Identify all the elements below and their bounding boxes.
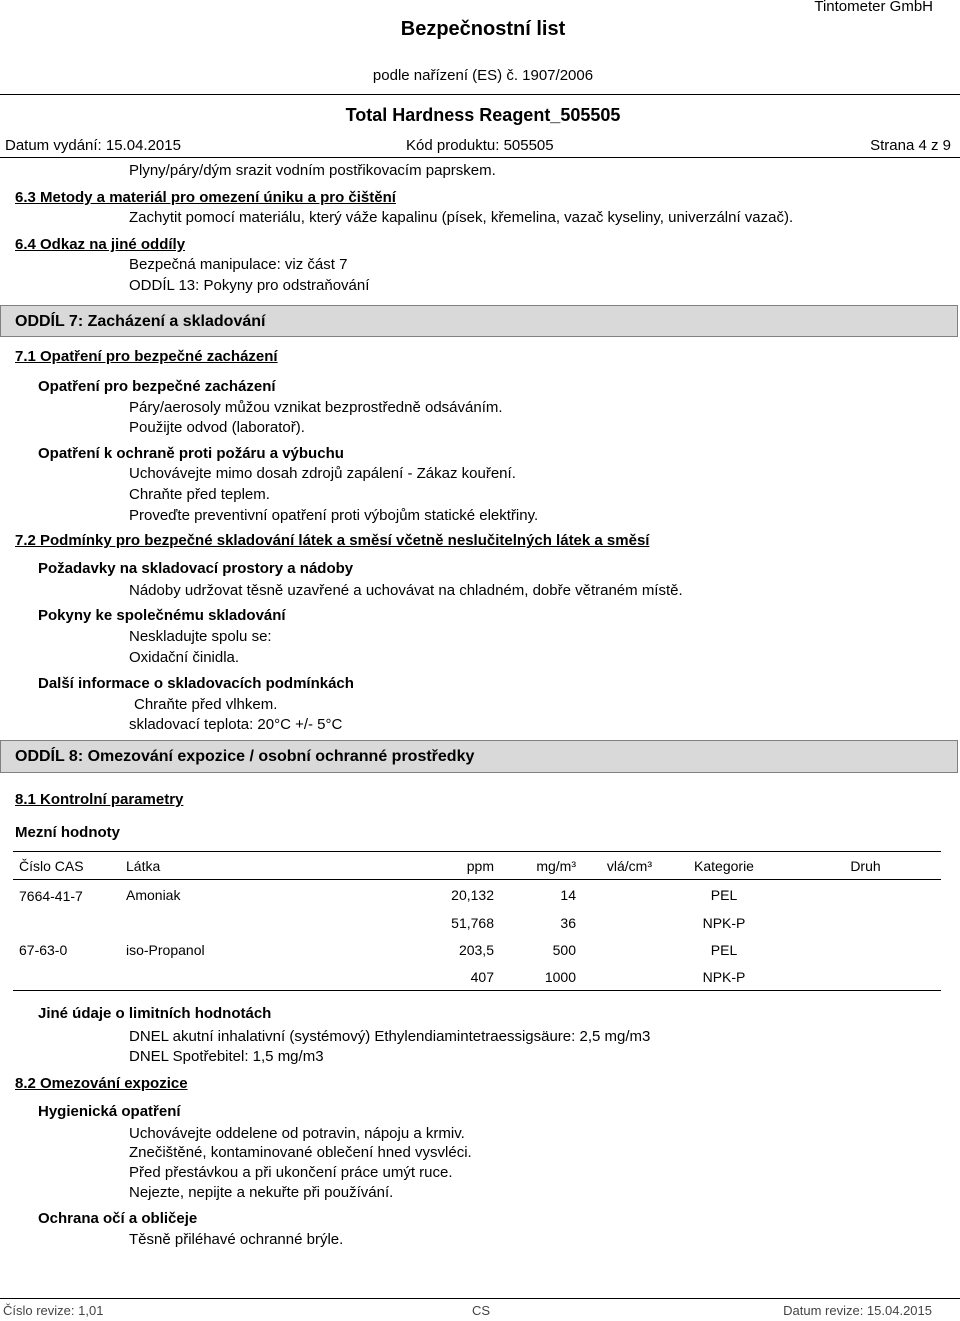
- table-cell: [790, 963, 941, 991]
- table-cell: [120, 909, 398, 936]
- table-cell: [582, 936, 658, 963]
- table-cell: iso-Propanol: [126, 941, 205, 958]
- continued-text: Plyny/páry/dým srazit vodním postřikovacím paprskem.: [129, 162, 496, 179]
- issue-date: Datum vydání: 15.04.2015: [5, 137, 181, 154]
- fire-protection-title: Opatření k ochraně proti požáru a výbuchu: [38, 445, 344, 462]
- table-cell: [13, 909, 120, 936]
- other-limits-title: Jiné údaje o limitních hodnotách: [38, 1005, 272, 1022]
- page-number: Strana 4 z 9: [870, 137, 951, 154]
- document-title: Bezpečnostní list: [400, 18, 566, 40]
- table-header-cell: Druh: [850, 857, 881, 874]
- more-storage-title: Další informace o skladovacích podmínkách: [38, 675, 354, 692]
- revision-date: Datum revize: 15.04.2015: [783, 1303, 932, 1318]
- table-header-cell: vlá/cm³: [606, 857, 652, 874]
- more-storage-1: Chraňte před vlhkem.: [134, 696, 278, 713]
- table-cell: 500: [552, 941, 576, 958]
- table-cell: [13, 963, 120, 991]
- section-7-title: ODDÍL 7: Zacházení a skladování: [15, 313, 266, 330]
- table-cell: [790, 909, 941, 936]
- hygiene-1: Uchovávejte oddelene od potravin, nápoju a krmiv.: [129, 1125, 465, 1142]
- table-row: [13, 909, 941, 936]
- more-storage-2: skladovací teplota: 20°C +/- 5°C: [129, 716, 343, 733]
- other-limits-2: DNEL Spotřebitel: 1,5 mg/m3: [129, 1048, 324, 1065]
- table-cell: [582, 963, 658, 991]
- section-8-title: ODDÍL 8: Omezování expozice / osobní ochranné prostředky: [15, 748, 475, 765]
- safe-handling-title: Opatření pro bezpečné zacházení: [38, 378, 276, 395]
- table-cell: 1000: [544, 968, 576, 985]
- footer-rule: [0, 1298, 960, 1299]
- table-cell: [790, 936, 941, 963]
- fire-protection-1: Uchovávejte mimo dosah zdrojů zapálení - Zákaz kouření.: [129, 465, 516, 482]
- table-header-cell: Kategorie: [694, 857, 754, 874]
- fire-protection-3: Proveďte preventivní opatření proti výbojům statické elektřiny.: [129, 507, 539, 524]
- table-cell: NPK-P: [702, 914, 746, 931]
- common-storage-1: Neskladujte spolu se:: [129, 628, 272, 645]
- table-cell: [120, 963, 398, 991]
- subsection-8-2-title: 8.2 Omezování expozice: [15, 1075, 188, 1092]
- limits-title: Mezní hodnoty: [15, 824, 120, 841]
- eye-protection-title: Ochrana očí a obličeje: [38, 1210, 198, 1227]
- table-cell: PEL: [710, 886, 738, 903]
- revision-number: Číslo revize: 1,01: [3, 1303, 104, 1318]
- subsection-8-1-title: 8.1 Kontrolní parametry: [15, 791, 184, 808]
- table-cell: 51,768: [451, 914, 494, 931]
- section-7-header: [0, 305, 958, 337]
- hygiene-2: Znečištěné, kontaminované oblečení hned vysvléci.: [129, 1144, 472, 1161]
- table-cell: 407: [470, 968, 494, 985]
- hygiene-4: Nejezte, nepijte a nekuřte při používání.: [129, 1184, 394, 1201]
- table-cell: [582, 880, 658, 910]
- subsection-7-1-title: 7.1 Opatření pro bezpečné zacházení: [15, 348, 278, 365]
- table-header-cell: Číslo CAS: [19, 857, 84, 874]
- product-name: Total Hardness Reagent_505505: [345, 105, 621, 125]
- limits-table: [13, 851, 941, 991]
- subsection-6-3-title: 6.3 Metody a materiál pro omezení úniku a pro čištění: [15, 189, 396, 206]
- common-storage-title: Pokyny ke společnému skladování: [38, 607, 286, 624]
- subsection-6-4-line1: Bezpečná manipulace: viz část 7: [129, 256, 348, 273]
- table-cell: 203,5: [458, 941, 494, 958]
- subsection-7-2-title: 7.2 Podmínky pro bezpečné skladování látek a směsí včetně neslučitelných látek a směsí: [15, 532, 650, 549]
- table-header-cell: Látka: [126, 857, 161, 874]
- regulation: podle nařízení (ES) č. 1907/2006: [372, 67, 594, 84]
- eye-protection-1: Těsně přiléhavé ochranné brýle.: [129, 1231, 344, 1248]
- table-cell: 36: [560, 914, 576, 931]
- header-rule-top: [0, 94, 960, 95]
- table-row: [13, 963, 941, 991]
- subsection-6-4-line2: ODDÍL 13: Pokyny pro odstraňování: [129, 277, 370, 294]
- storage-req-title: Požadavky na skladovací prostory a nádoby: [38, 560, 354, 577]
- table-cell: [582, 909, 658, 936]
- common-storage-2: Oxidační činidla.: [129, 649, 240, 666]
- table-row: [13, 936, 941, 963]
- table-cell: [790, 880, 941, 910]
- fire-protection-2: Chraňte před teplem.: [129, 486, 270, 503]
- table-row: [13, 880, 941, 910]
- language-code: CS: [472, 1303, 491, 1318]
- table-header-row: [13, 852, 941, 880]
- table-header-cell: mg/m³: [536, 857, 576, 874]
- section-8-header: [0, 740, 958, 773]
- other-limits-1: DNEL akutní inhalativní (systémový) Ethylendiamintetraessigsäure: 2,5 mg/m3: [129, 1028, 651, 1045]
- table-cell: 7664-41-7: [19, 887, 83, 904]
- table-cell: PEL: [710, 941, 738, 958]
- product-code: Kód produktu: 505505: [406, 137, 554, 154]
- subsection-6-3-text: Zachytit pomocí materiálu, který váže kapalinu (písek, křemelina, vazač kyseliny, univerzální vazač).: [129, 209, 794, 226]
- table-cell: Amoniak: [126, 886, 181, 903]
- table-header-cell: ppm: [466, 857, 494, 874]
- header-rule-bottom: [0, 157, 960, 158]
- table-cell: 20,132: [451, 886, 494, 903]
- storage-req-1: Nádoby udržovat těsně uzavřené a uchovávat na chladném, dobře větraném místě.: [129, 582, 683, 599]
- company-name: Tintometer GmbH: [814, 0, 933, 15]
- safe-handling-2: Použijte odvod (laboratoř).: [129, 419, 305, 436]
- table-cell: 67-63-0: [19, 941, 68, 958]
- table-cell: 14: [560, 886, 576, 903]
- subsection-6-4-title: 6.4 Odkaz na jiné oddíly: [15, 236, 186, 253]
- table-cell: NPK-P: [702, 968, 746, 985]
- hygiene-3: Před přestávkou a při ukončení práce umýt ruce.: [129, 1164, 453, 1181]
- hygiene-title: Hygienická opatření: [38, 1103, 181, 1120]
- safe-handling-1: Páry/aerosoly můžou vznikat bezprostředně odsáváním.: [129, 399, 503, 416]
